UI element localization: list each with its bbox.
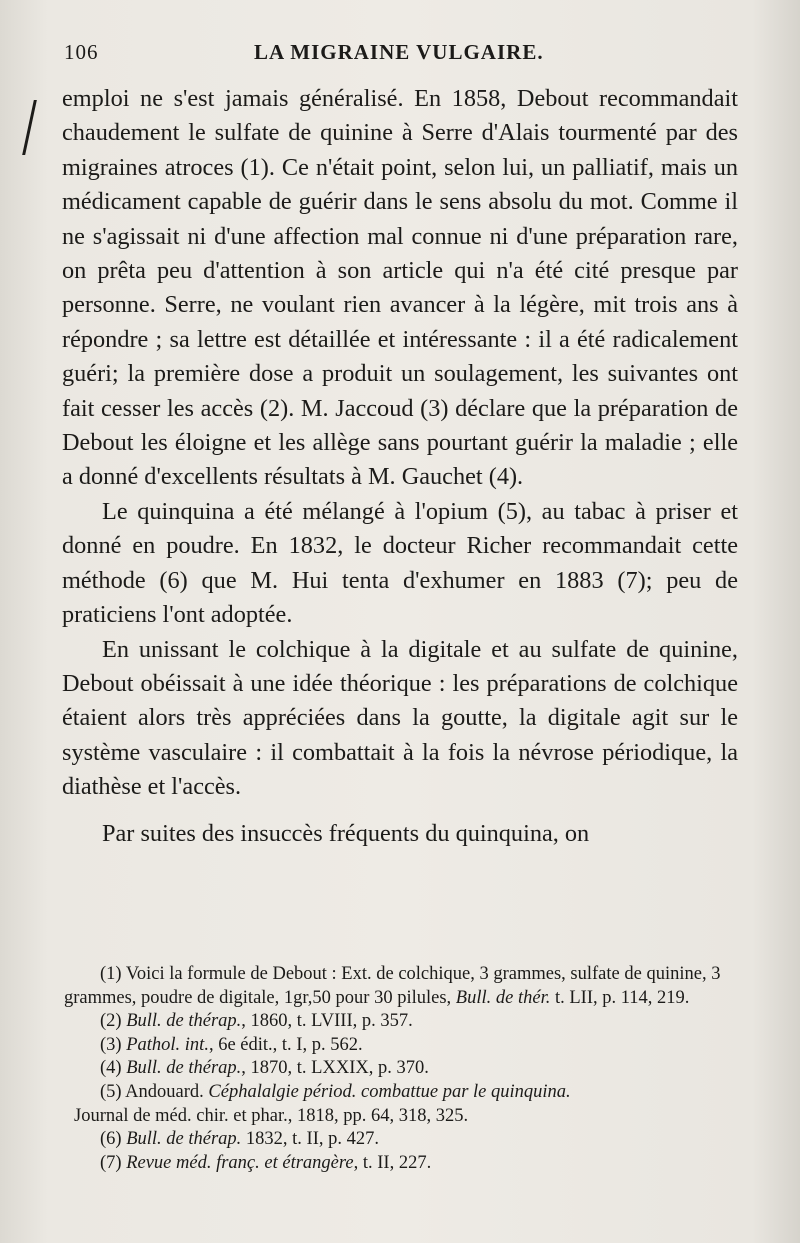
- footnote-text: (3): [100, 1034, 127, 1055]
- footnote-citation: Céphalalgie périod. combattue par le quinquina.: [208, 1081, 571, 1102]
- footnote-text: (6): [100, 1129, 127, 1150]
- page-header: [64, 40, 734, 76]
- paragraph: Par suites des insuccès fréquents du quinquina, on: [102, 819, 590, 847]
- footnote-citation: Pathol. int.: [126, 1034, 209, 1055]
- footnote-4: [64, 1057, 740, 1081]
- footnote-5-continued: Journal de méd. chir. et phar., 1818, pp. 64, 318, 325.: [74, 1105, 469, 1126]
- main-text: [62, 82, 738, 851]
- footnote-citation: Bull. de thér.: [455, 987, 551, 1008]
- page-number: 106: [64, 40, 99, 64]
- footnote-text: (5) Andouard.: [100, 1081, 209, 1102]
- footnote-text: , 6e édit., t. I, p. 562.: [208, 1034, 363, 1055]
- footnote-2: [64, 1010, 740, 1034]
- margin-pencil-mark: [22, 100, 51, 155]
- footnote-text: , t. II, 227.: [353, 1152, 432, 1173]
- footnote-citation: Bull. de thérap.: [126, 1058, 242, 1079]
- footnote-text: (4): [100, 1058, 127, 1079]
- paragraph: En unissant le colchique à la digitale et au sulfate de quinine, Debout obéissait à une idée théorique : les préparations de colchique étaient alors très appréciées dans la goutte, la digitale agit sur le système vasculaire : il combattait à la fois la névrose périodique, la diathèse et l'accès.: [62, 635, 738, 801]
- footnote-citation: Revue méd. franç. et étrangère: [126, 1152, 354, 1173]
- footnote-1: [64, 963, 740, 1010]
- running-title: LA MIGRAINE VULGAIRE.: [254, 40, 544, 64]
- footnote-text: , 1870, t. LXXIX, p. 370.: [241, 1058, 429, 1079]
- footnote-text: 1832, t. II, p. 427.: [241, 1129, 380, 1150]
- footnote-text: (1) Voici la formule de Debout : Ext. de colchique, 3 grammes, sulfate de quinine, 3 grammes, poudre de digitale, 1gr,50 pour 30 pilules,: [64, 964, 721, 1008]
- footnote-citation: Bull. de thérap.: [126, 1011, 242, 1032]
- footnote-text: (7): [100, 1152, 127, 1173]
- footnote-text: , 1860, t. LVIII, p. 357.: [241, 1011, 413, 1032]
- footnotes: [64, 963, 740, 1175]
- footnote-6: [64, 1128, 740, 1152]
- footnote-text: (2): [100, 1011, 127, 1032]
- paragraph: emploi ne s'est jamais généralisé. En 1858, Debout recommandait chaudement le sulfate de quinine à Serre d'Alais tourmenté par des migraines atroces (1). Ce n'était point, selon lui, un palliatif, mais un médicament capable de guérir dans le sens absolu du mot. Comme il ne s'agissait ni d'une affection mal connue ni d'une préparation rare, on prêta peu d'attention à son article qui n'a été cité presque par personne. Serre, ne voulant rien avancer à la légère, mit trois ans à répondre ; sa lettre est détaillée et intéressante : il a été radicalement guéri; la première dose a produit un soulagement, les suivantes ont fait cesser les accès (2). M. Jaccoud (3) déclare que la préparation de Debout les éloigne et les allège sans pourtant guérir la maladie ; elle a donné d'excellents résultats à M. Gauchet (4).: [62, 85, 738, 491]
- footnote-5: [64, 1081, 740, 1105]
- footnote-7: [64, 1152, 740, 1176]
- footnote-citation: Bull. de thérap.: [126, 1129, 242, 1150]
- footnote-3: [64, 1034, 740, 1058]
- footnote-text: t. LII, p. 114, 219.: [550, 987, 690, 1008]
- paragraph: Le quinquina a été mélangé à l'opium (5), au tabac à priser et donné en poudre. En 1832, le docteur Richer recommandait cette méthode (6) que M. Hui tenta d'exhumer en 1883 (7); peu de praticiens l'ont adoptée.: [62, 497, 738, 629]
